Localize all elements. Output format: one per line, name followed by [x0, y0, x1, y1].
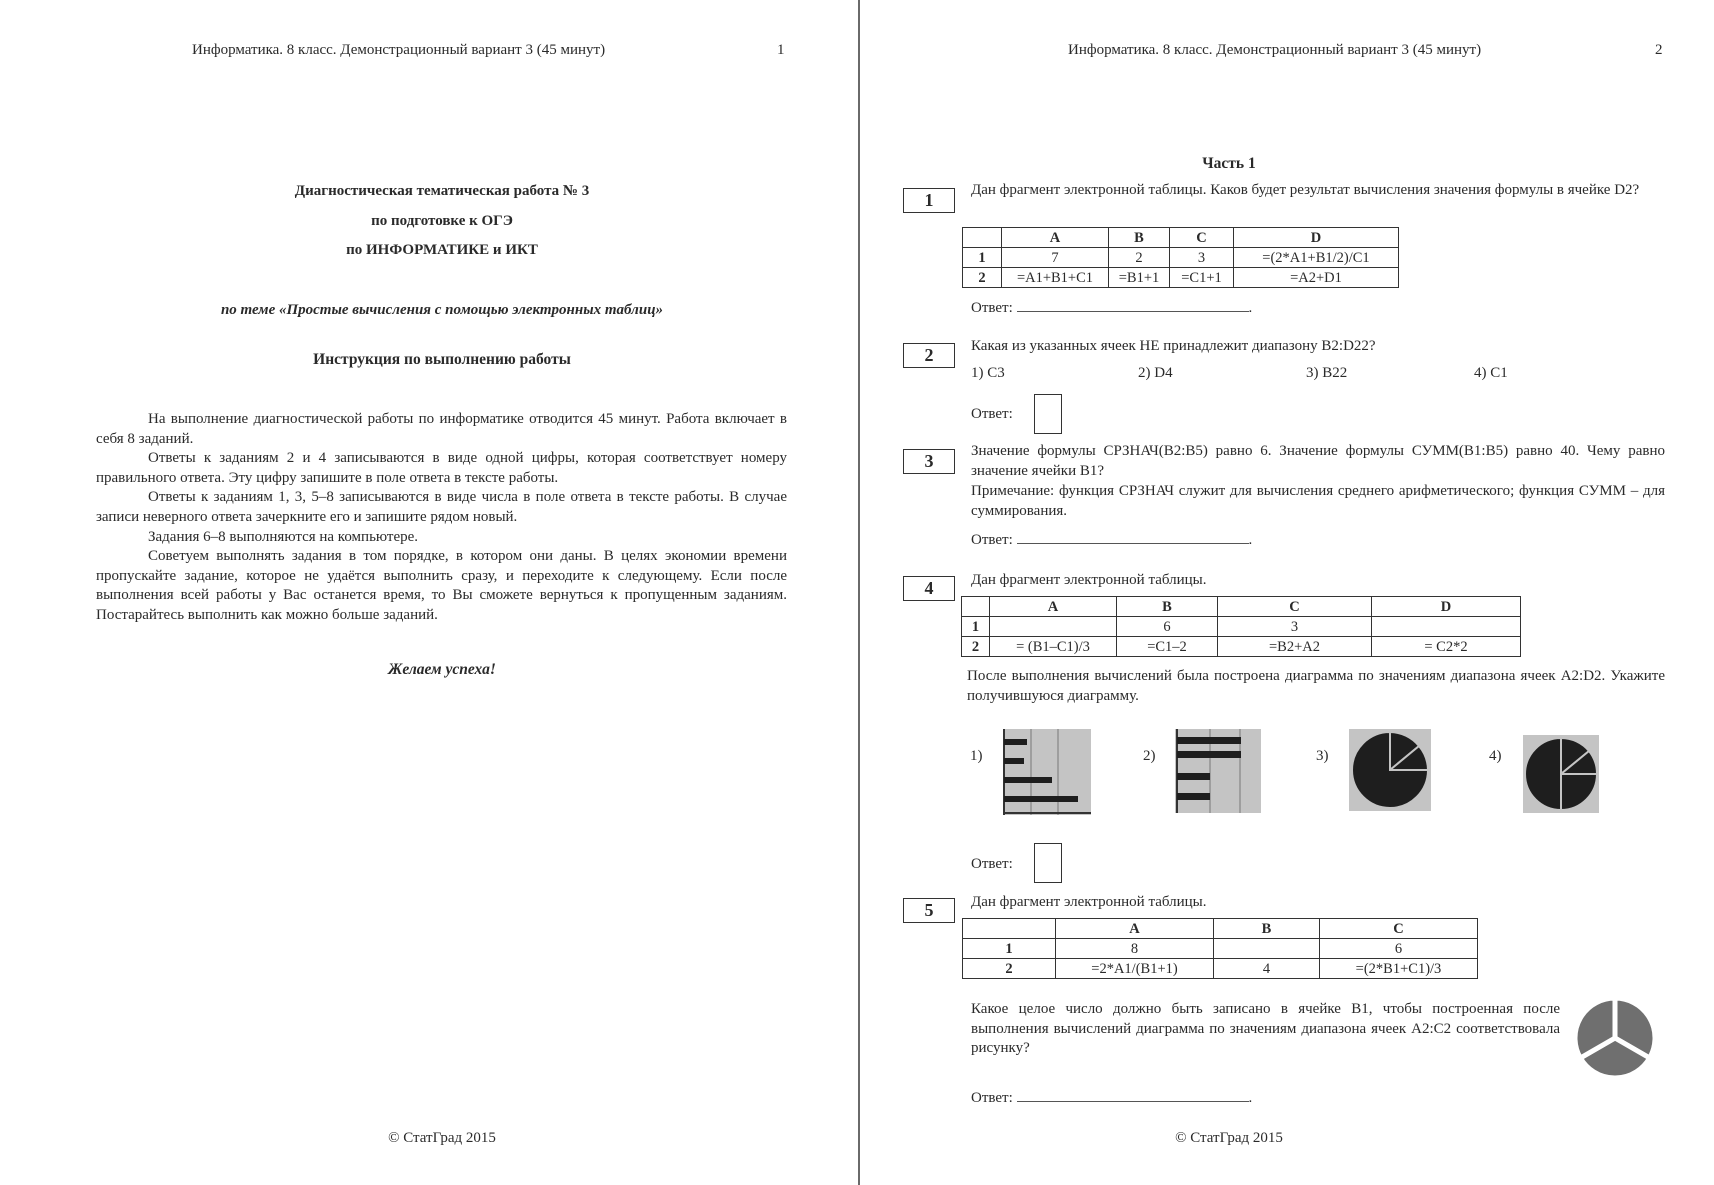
q4-chart-3: [1349, 729, 1431, 811]
q4-answer-box[interactable]: [1034, 843, 1062, 883]
q2-option-4: 4) C1: [1474, 365, 1508, 381]
chart-bar: [1004, 796, 1078, 802]
question-number-2: 2: [903, 343, 955, 368]
column-header: B: [1117, 597, 1218, 617]
instructions-heading: Инструкция по выполнению работы: [313, 351, 571, 368]
instruction-paragraph: Советуем выполнять задания в том порядке, в котором они даны. В целях экономии времени пропускайте задание, которое не удаётся выполнить сразу, и переходите к следующему. Если после выполнения всей работы у Вас останется время, то Вы сможете вернуться к пропущенным заданиям. Постарайтесь выполнить как можно больше заданий.: [96, 548, 787, 623]
chart-bar: [1177, 793, 1210, 800]
q4-after-text: После выполнения вычислений была построена диаграмма по значениям диапазона ячеек A2:D2. Укажите получившуюся диаграмму.: [967, 668, 1665, 704]
column-header: B: [1109, 228, 1170, 248]
chart-bar: [1177, 773, 1210, 780]
table-cell: =A1+B1+C1: [1002, 268, 1109, 288]
q5-spreadsheet: [962, 918, 1478, 979]
chart-bar: [1004, 758, 1024, 764]
q5-answer: Ответ: .: [971, 1087, 1252, 1109]
table-row: [963, 939, 1478, 959]
table-row: [962, 617, 1521, 637]
header-title: Информатика. 8 класс. Демонстрационный вариант 3 (45 минут): [1068, 42, 1482, 58]
table-row: [962, 637, 1521, 657]
row-header: 1: [962, 617, 990, 637]
answer-line[interactable]: [1017, 529, 1249, 544]
chart-bar: [1004, 739, 1027, 745]
q4-chart-2: [1175, 729, 1261, 813]
question-number-3: 3: [903, 449, 955, 474]
table-cell: = C2*2: [1372, 637, 1521, 657]
answer-line[interactable]: [1017, 297, 1249, 312]
q3-answer: Ответ: .: [971, 529, 1252, 551]
table-header-row: [963, 919, 1478, 939]
chart-bar: [1004, 777, 1052, 783]
instruction-paragraph: На выполнение диагностической работы по информатике отводится 45 минут. Работа включает в себя 8 заданий.: [96, 411, 787, 447]
q1-answer: Ответ: .: [971, 297, 1252, 319]
table-cell: =(2*B1+C1)/3: [1320, 959, 1478, 979]
table-cell: [1214, 939, 1320, 959]
q4-option-1-label: 1): [970, 748, 983, 764]
q4-option-2-label: 2): [1143, 748, 1156, 764]
instruction-paragraph: Задания 6–8 выполняются на компьютере.: [148, 528, 419, 545]
answer-line[interactable]: [1017, 1087, 1249, 1102]
title-line-3: по ИНФОРМАТИКЕ и ИКТ: [346, 242, 538, 258]
question-number-5: 5: [903, 898, 955, 923]
q3-note: Примечание: функция СРЗНАЧ служит для вычисления среднего арифметического; функция СУММ – для суммирования.: [971, 483, 1665, 519]
table-cell: =(2*A1+B1/2)/C1: [1234, 248, 1399, 268]
column-header: C: [1170, 228, 1234, 248]
answer-label: Ответ:: [971, 856, 1013, 872]
row-header: 1: [963, 248, 1002, 268]
column-header: C: [1320, 919, 1478, 939]
table-cell: 7: [1002, 248, 1109, 268]
instruction-paragraph: Ответы к заданиям 1, 3, 5–8 записываются в виде числа в поле ответа в тексте работы. В случае записи неверного ответа зачеркните его и запишите рядом новый.: [96, 489, 787, 525]
table-cell: =2*A1/(B1+1): [1056, 959, 1214, 979]
row-header: 2: [963, 959, 1056, 979]
row-header: 2: [962, 637, 990, 657]
question-number-4: 4: [903, 576, 955, 601]
table-cell: 3: [1218, 617, 1372, 637]
table-cell: [1372, 617, 1521, 637]
q4-chart-4: [1523, 735, 1599, 813]
footer: © СтатГрад 2015: [388, 1130, 496, 1146]
column-header: A: [990, 597, 1117, 617]
header-title: Информатика. 8 класс. Демонстрационный вариант 3 (45 минут): [192, 42, 606, 58]
q1-spreadsheet: [962, 227, 1399, 288]
topic: по теме «Простые вычисления с помощью электронных таблиц»: [220, 302, 664, 318]
q4-chart-1: [1001, 729, 1091, 815]
table-cell: 6: [1320, 939, 1478, 959]
table-cell: =C1–2: [1117, 637, 1218, 657]
table-cell: =C1+1: [1170, 268, 1234, 288]
row-header: 1: [963, 939, 1056, 959]
answer-label: Ответ:: [971, 1090, 1013, 1106]
table-cell: 6: [1117, 617, 1218, 637]
q5-text: Дан фрагмент электронной таблицы.: [971, 894, 1207, 910]
row-header: 2: [963, 268, 1002, 288]
column-header: D: [1234, 228, 1399, 248]
instructions-body: [96, 410, 787, 626]
right-page: [860, 0, 1714, 1185]
part-title: Часть 1: [1202, 155, 1256, 172]
table-cell: [990, 617, 1117, 637]
title-line-2: по подготовке к ОГЭ: [371, 213, 513, 229]
column-header: D: [1372, 597, 1521, 617]
chart-bar: [1177, 737, 1241, 744]
column-header: A: [1002, 228, 1109, 248]
table-cell: =A2+D1: [1234, 268, 1399, 288]
corner-cell: [963, 919, 1056, 939]
footer: © СтатГрад 2015: [1175, 1130, 1283, 1146]
table-row: [963, 959, 1478, 979]
q4-text: Дан фрагмент электронной таблицы.: [971, 572, 1207, 588]
table-row: [963, 268, 1399, 288]
table-header-row: [963, 228, 1399, 248]
q4-option-3-label: 3): [1316, 748, 1329, 764]
question-number-1: 1: [903, 188, 955, 213]
column-header: C: [1218, 597, 1372, 617]
chart-bar: [1177, 751, 1241, 758]
q3-text: Значение формулы СРЗНАЧ(B2:B5) равно 6. Значение формулы СУММ(B1:B5) равно 40. Чему равно значение ячейки B1?: [971, 443, 1665, 479]
q2-option-3: 3) B22: [1306, 365, 1348, 381]
table-row: [963, 248, 1399, 268]
page-number: 1: [777, 42, 785, 58]
q2-answer-box[interactable]: [1034, 394, 1062, 434]
wish-text: Желаем успеха!: [388, 661, 496, 678]
q1-text: Дан фрагмент электронной таблицы. Каков будет результат вычисления значения формулы в ячейке D2?: [971, 182, 1640, 198]
table-cell: 4: [1214, 959, 1320, 979]
corner-cell: [963, 228, 1002, 248]
q5-question: Какое целое число должно быть записано в ячейке B1, чтобы построенная после выполнения вычислений диаграмма по значениям диапазона ячеек A2:C2 соответствовала рисунку?: [971, 1001, 1560, 1057]
table-cell: 2: [1109, 248, 1170, 268]
table-cell: 8: [1056, 939, 1214, 959]
table-cell: = (B1–C1)/3: [990, 637, 1117, 657]
q2-text: Какая из указанных ячеек НЕ принадлежит диапазону B2:D22?: [971, 338, 1376, 354]
corner-cell: [962, 597, 990, 617]
instruction-paragraph: Ответы к заданиям 2 и 4 записываются в виде одной цифры, которая соответствует номеру правильного ответа. Эту цифру запишите в поле ответа в тексте работы.: [96, 450, 787, 486]
table-header-row: [962, 597, 1521, 617]
q4-option-4-label: 4): [1489, 748, 1502, 764]
q4-spreadsheet: [961, 596, 1521, 657]
table-cell: 3: [1170, 248, 1234, 268]
column-header: B: [1214, 919, 1320, 939]
answer-label: Ответ:: [971, 406, 1013, 422]
table-cell: =B2+A2: [1218, 637, 1372, 657]
answer-label: Ответ:: [971, 532, 1013, 548]
answer-label: Ответ:: [971, 300, 1013, 316]
q2-option-1: 1) C3: [971, 365, 1005, 381]
q5-pie-chart: [1572, 996, 1658, 1080]
column-header: A: [1056, 919, 1214, 939]
title-line-1: Диагностическая тематическая работа № 3: [294, 183, 590, 199]
page-number: 2: [1655, 42, 1663, 58]
table-cell: =B1+1: [1109, 268, 1170, 288]
q2-option-2: 2) D4: [1138, 365, 1173, 381]
